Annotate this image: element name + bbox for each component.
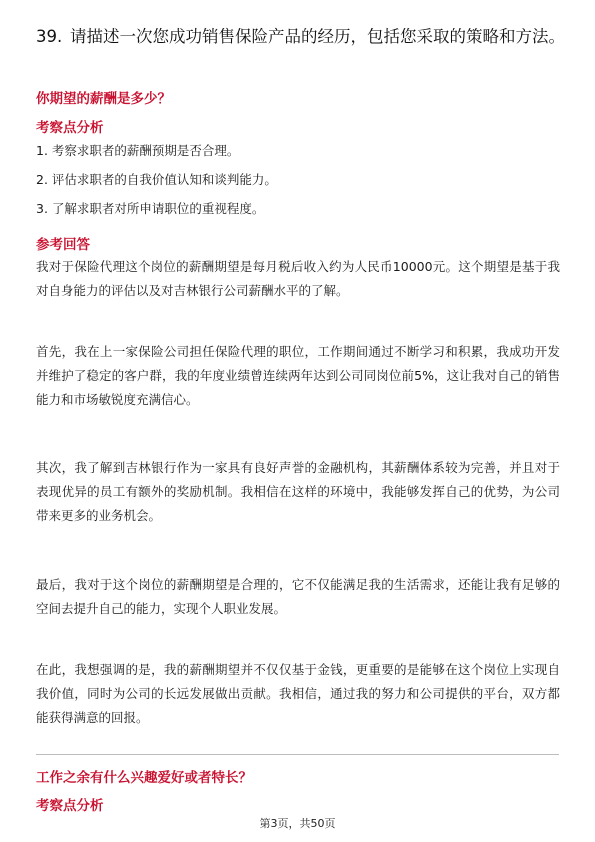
- answer-paragraph-1: 我对于保险代理这个岗位的薪酬期望是每月税后收入约为人民币10000元。这个期望是基于我对自身能力的评估以及对吉林银行公司薪酬水平的了解。: [36, 259, 560, 298]
- analysis-item-2: 2. 评估求职者的自我价值认知和谈判能力。: [36, 172, 277, 187]
- analysis-item-3: 3. 了解求职者对所申请职位的重视程度。: [36, 201, 265, 216]
- answer-paragraph-5: 在此，我想强调的是，我的薪酬期望并不仅仅基于金钱，更重要的是能够在这个岗位上实现自我价值，同时为公司的长远发展做出贡献。我相信，通过我的努力和公司提供的平台，双方都能获得满意的回报。: [36, 662, 560, 725]
- section-title-salary: 你期望的薪酬是多少？: [36, 91, 171, 107]
- question-text: 请描述一次您成功销售保险产品的经历，包括您采取的策略和方法。: [70, 27, 565, 46]
- analysis-heading: 考察点分析: [36, 120, 104, 136]
- analysis-heading-2: 考察点分析: [36, 798, 104, 814]
- page-footer: 第3页，共50页: [259, 817, 336, 830]
- analysis-item-1: 1. 考察求职者的薪酬预期是否合理。: [36, 143, 240, 158]
- answer-paragraph-2: 首先，我在上一家保险公司担任保险代理的职位，工作期间通过不断学习和积累，我成功开发并维护了稳定的客户群，我的年度业绩曾连续两年达到公司同岗位前5%，这让我对自己的销售能力和市场敏锐度充满信心。: [36, 344, 560, 407]
- answer-paragraph-4: 最后，我对于这个岗位的薪酬期望是合理的，它不仅能满足我的生活需求，还能让我有足够的空间去提升自己的能力，实现个人职业发展。: [36, 577, 560, 616]
- question-number: 39.: [36, 27, 63, 46]
- section-title-hobbies: 工作之余有什么兴趣爱好或者特长？: [36, 770, 252, 786]
- answer-paragraph-3: 其次，我了解到吉林银行作为一家具有良好声誉的金融机构，其薪酬体系较为完善，并且对于表现优异的员工有额外的奖励机制。我相信在这样的环境中，我能够发挥自己的优势，为公司带来更多的业务机会。: [36, 460, 560, 523]
- section-divider: [36, 754, 559, 755]
- question-title: [36, 24, 595, 49]
- answer-heading: 参考回答: [36, 237, 90, 253]
